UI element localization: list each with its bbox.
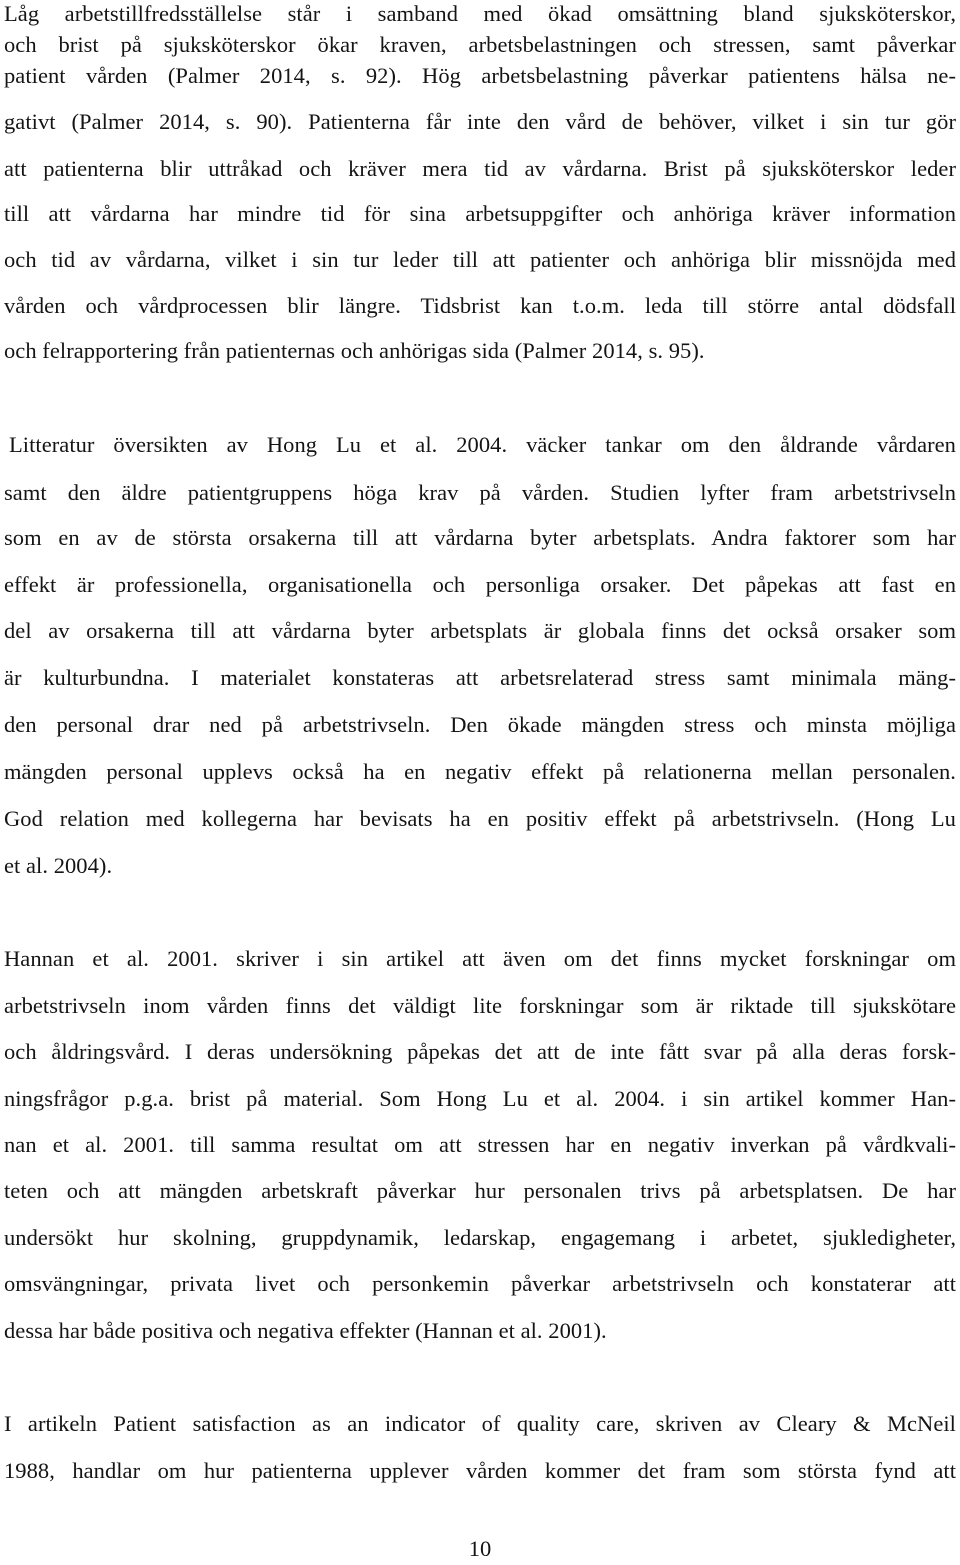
text-line: mängden personal upplevs också ha en negativ effekt på relationerna mellan personalen.	[4, 759, 956, 784]
text-line: Litteratur översikten av Hong Lu et al. 2004. väcker tankar om den åldrande vårdaren	[9, 432, 956, 457]
text-line: teten och att mängden arbetskraft påverkar hur personalen trivs på arbetsplatsen. De har	[4, 1178, 956, 1203]
text-line: del av orsakerna till att vårdarna byter arbetsplats är globala finns det också orsaker som	[4, 618, 956, 643]
text-line: och brist på sjuksköterskor ökar kraven, arbetsbelastningen och stressen, samt påverkar	[4, 32, 956, 57]
text-line: är kulturbundna. I materialet konstateras att arbetsrelaterad stress samt minimala mäng-	[4, 665, 956, 690]
text-line: Hannan et al. 2001. skriver i sin artikel att även om det finns mycket forskningar om	[4, 946, 956, 971]
text-line: till att vårdarna har mindre tid för sina arbetsuppgifter och anhöriga kräver information	[4, 201, 956, 226]
page-number: 10	[468, 1536, 492, 1561]
text-line: arbetstrivseln inom vården finns det väldigt lite forskningar som är riktade till sjukskötare	[4, 993, 956, 1018]
text-line: effekt är professionella, organisationella och personliga orsaker. Det påpekas att fast en	[4, 572, 956, 597]
text-line: gativt (Palmer 2014, s. 90). Patienterna får inte den vård de behöver, vilket i sin tur gör	[4, 109, 956, 134]
text-line: Låg arbetstillfredsställelse står i samband med ökad omsättning bland sjuksköterskor,	[4, 1, 956, 26]
text-line: vården och vårdprocessen blir längre. Tidsbrist kan t.o.m. leda till större antal dödsfall	[4, 293, 956, 318]
text-line: undersökt hur skolning, gruppdynamik, ledarskap, engagemang i arbetet, sjukledigheter,	[4, 1225, 956, 1250]
text-line: I artikeln Patient satisfaction as an indicator of quality care, skriven av Cleary & McNeil	[4, 1411, 956, 1436]
text-line: omsvängningar, privata livet och personkemin påverkar arbetstrivseln och konstaterar att	[4, 1271, 956, 1296]
text-line: nan et al. 2001. till samma resultat om att stressen har en negativ inverkan på vårdkvali-	[4, 1132, 956, 1157]
text-line: och tid av vårdarna, vilket i sin tur leder till att patienter och anhöriga blir missnöjda med	[4, 247, 956, 272]
text-line: ningsfrågor p.g.a. brist på material. Som Hong Lu et al. 2004. i sin artikel kommer Han-	[4, 1086, 956, 1111]
text-line: God relation med kollegerna har bevisats ha en positiv effekt på arbetstrivseln. (Hong Lu	[4, 806, 956, 831]
text-line: som en av de största orsakerna till att vårdarna byter arbetsplats. Andra faktorer som har	[4, 525, 956, 550]
text-line: 1988, handlar om hur patienterna upplever vården kommer det fram som största fynd att	[4, 1458, 956, 1483]
text-line: att patienterna blir uttråkad och kräver mera tid av vårdarna. Brist på sjuksköterskor leder	[4, 156, 956, 181]
text-line: och felrapportering från patienternas och anhörigas sida (Palmer 2014, s. 95).	[4, 338, 705, 363]
text-line: den personal drar ned på arbetstrivseln. Den ökade mängden stress och minsta möjliga	[4, 712, 956, 737]
text-line: patient vården (Palmer 2014, s. 92). Hög arbetsbelastning påverkar patientens hälsa ne-	[4, 63, 956, 88]
text-line: dessa har både positiva och negativa effekter (Hannan et al. 2001).	[4, 1318, 607, 1343]
text-line: et al. 2004).	[4, 853, 113, 878]
text-line: samt den äldre patientgruppens höga krav på vården. Studien lyfter fram arbetstrivseln	[4, 480, 956, 505]
text-line: och åldringsvård. I deras undersökning påpekas det att de inte fått svar på alla deras forsk-	[4, 1039, 956, 1064]
